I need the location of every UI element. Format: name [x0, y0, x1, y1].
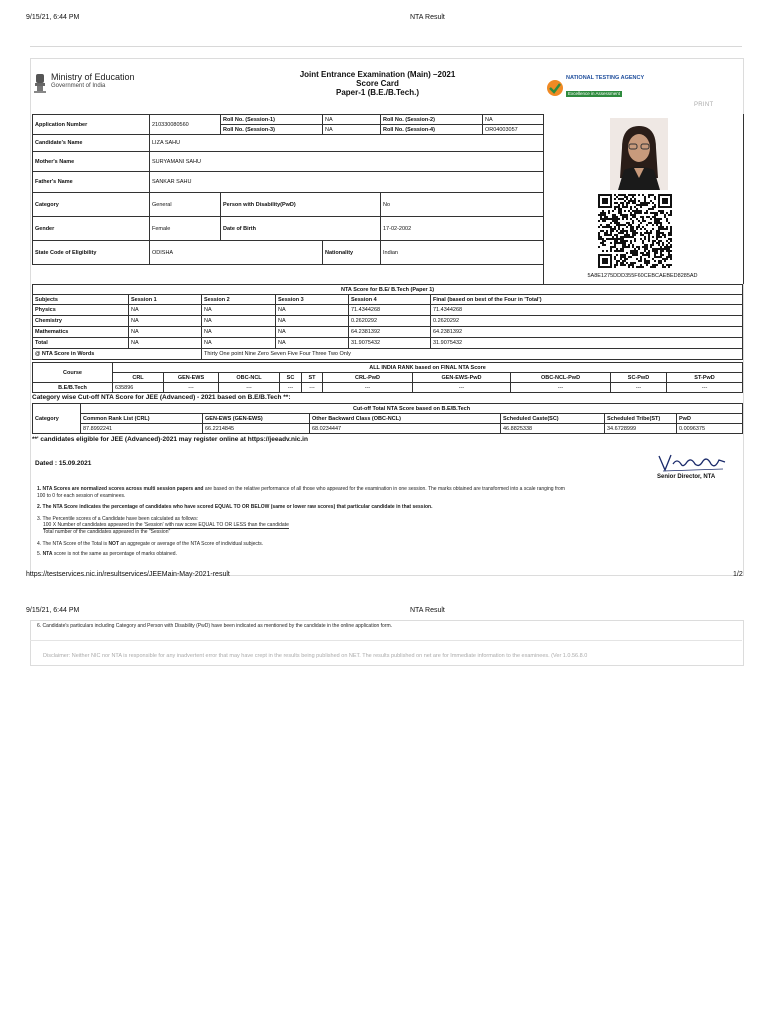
score-cell: 64.2381392: [431, 327, 743, 338]
cutoff-header: Common Rank List (CRL): [81, 414, 203, 424]
subject-cell: Chemistry: [33, 316, 129, 327]
cutoff-header: Scheduled Caste(SC): [501, 414, 605, 424]
score-table-title: NTA Score for B.E/ B.Tech (Paper 1): [33, 285, 743, 295]
rank-cell: ---: [280, 383, 302, 393]
candidate-photo: [610, 118, 668, 190]
cutoff-heading: Category wise Cut-off NTA Score for JEE (Advanced) - 2021 based on B.E/B.Tech **:: [32, 394, 291, 401]
rank-header: SC: [280, 373, 302, 383]
score-cell: 31.9075432: [431, 338, 743, 349]
score-words: Thirty One point Nine Zero Seven Five Four Three Two Only: [202, 349, 743, 360]
table-row: [33, 338, 743, 349]
table-row: [33, 327, 743, 338]
roll1: NA: [323, 115, 381, 125]
score-cell: NA: [129, 305, 202, 316]
score-cell: 0.2620292: [431, 316, 743, 327]
print-title: NTA Result: [410, 14, 445, 21]
note-1: [37, 486, 727, 500]
note-2: [37, 504, 727, 511]
roll2: NA: [483, 115, 544, 125]
label-gender: Gender: [33, 217, 150, 241]
cutoff-cell: 34.6728999: [605, 424, 677, 434]
card-title: [270, 70, 485, 97]
title-line-2: Score Card: [356, 79, 399, 88]
rank-cell: ---: [511, 383, 611, 393]
score-cell: 0.2620292: [349, 316, 431, 327]
subject-cell: Total: [33, 338, 129, 349]
note-3-formula: [43, 522, 289, 535]
label-pwd: Person with Disability(PwD): [221, 193, 381, 217]
subject-cell: Physics: [33, 305, 129, 316]
label-nationality: Nationality: [323, 241, 381, 265]
score-cell: 31.9075432: [349, 338, 431, 349]
emblem-icon: [33, 72, 47, 94]
label-mother-name: Mother's Name: [33, 152, 150, 172]
qr-code: [598, 194, 672, 268]
score-header: Session 3: [276, 295, 349, 305]
label-roll2: Roll No. (Session-2): [381, 115, 483, 125]
score-cell: NA: [202, 305, 276, 316]
rank-header: CRL-PwD: [323, 373, 413, 383]
score-cell: NA: [276, 305, 349, 316]
mother-name: SURYAMANI SAHU: [150, 152, 544, 172]
signature: [657, 452, 727, 474]
score-cell: NA: [276, 316, 349, 327]
roll4: OR04003057: [483, 125, 544, 135]
dob: 17-02-2002: [381, 217, 544, 241]
title-line-3: Paper-1 (B.E./B.Tech.): [336, 88, 419, 97]
note-4: [37, 541, 727, 548]
father-name: SANKAR SAHU: [150, 172, 544, 193]
rank-cell: 635896: [113, 383, 164, 393]
rank-header: OBC-NCL: [219, 373, 280, 383]
note-1-text: are based on the relative performance of all those who appeared for the examination in one session. The marks obtained are transformed into a scale ranging from: [203, 486, 565, 492]
rank-cell: ---: [164, 383, 219, 393]
course-name: B.E/B.Tech: [33, 383, 113, 393]
print-title-page2: NTA Result: [410, 607, 445, 614]
print-datetime: 9/15/21, 6:44 PM: [26, 14, 80, 21]
table-row: [33, 383, 743, 393]
print-datetime-page2: 9/15/21, 6:44 PM: [26, 607, 80, 614]
score-cell: 64.2381392: [349, 327, 431, 338]
score-cell: NA: [202, 338, 276, 349]
qr-code-text: 5A8E1275DDD355F60CEBCAEBED8285AD: [587, 273, 698, 279]
label-roll1: Roll No. (Session-1): [221, 115, 323, 125]
category: General: [150, 193, 221, 217]
cutoff-cell: 87.8992241: [81, 424, 203, 434]
candidate-details-table: [32, 114, 544, 265]
signatory: Senior Director, NTA: [657, 474, 716, 480]
score-header: Session 4: [349, 295, 431, 305]
rank-header: OBC-NCL-PwD: [511, 373, 611, 383]
note-4-bold: NOT: [108, 541, 119, 547]
score-cell: NA: [202, 316, 276, 327]
subject-cell: Mathematics: [33, 327, 129, 338]
rank-title: ALL INDIA RANK based on FINAL NTA Score: [113, 363, 743, 373]
rank-table: [32, 362, 743, 393]
ministry-name: Ministry of Education: [51, 72, 135, 82]
rank-cell: ---: [611, 383, 667, 393]
label-roll4: Roll No. (Session-4): [381, 125, 483, 135]
note-1-line2: 100 to 0 for each session of examinees.: [37, 493, 126, 499]
nta-tagline: Excellence in Assessment: [568, 91, 621, 96]
cutoff-cell: 46.8825338: [501, 424, 605, 434]
print-link[interactable]: PRINT: [694, 102, 714, 108]
page-url[interactable]: https://testservices.nic.in/resultservices/JEEMain-May-2021-result: [26, 571, 230, 578]
label-roll3: Roll No. (Session-3): [221, 125, 323, 135]
note-4-text-c: an aggregate or average of the NTA Score of individual subjects.: [119, 541, 264, 547]
label-state: State Code of Eligibility: [33, 241, 150, 265]
note-1-bold: 1. NTA Scores are normalized scores across multi session papers and: [37, 486, 204, 492]
note-5: [37, 551, 727, 558]
rank-header: CRL: [113, 373, 164, 383]
note-5-bold: NTA: [42, 551, 53, 557]
cutoff-category-label: Category: [33, 404, 81, 434]
cutoff-header: Other Backward Class (OBC-NCL): [310, 414, 501, 424]
dated: Dated : 15.09.2021: [35, 460, 92, 467]
roll3: NA: [323, 125, 381, 135]
divider: [30, 640, 742, 641]
label-application-number: Application Number: [33, 115, 150, 135]
label-dob: Date of Birth: [221, 217, 381, 241]
rank-header: GEN-EWS: [164, 373, 219, 383]
score-header: Session 2: [202, 295, 276, 305]
note-6: 6. Candidate's particulars including Category and Person with Disability (PwD) have been indicated as mentioned by the candidate in the online application form.: [37, 623, 393, 629]
note-5-text-a: 5.: [37, 551, 43, 557]
nta-check-icon: [546, 79, 564, 97]
nationality: Indian: [381, 241, 544, 265]
rank-cell: ---: [323, 383, 413, 393]
cutoff-cell: 0.0096375: [677, 424, 743, 434]
gender: Female: [150, 217, 221, 241]
table-row: [33, 424, 743, 434]
rank-header: ST-PwD: [667, 373, 743, 383]
label-category: Category: [33, 193, 150, 217]
cutoff-header: GEN-EWS (GEN-EWS): [203, 414, 310, 424]
rank-header: SC-PwD: [611, 373, 667, 383]
formula-numerator: 100 X Number of candidates appeared in the 'Session' with raw score EQUAL TO OR LESS than the candidate: [43, 522, 289, 528]
candidate-name: LIZA SAHU: [150, 135, 544, 152]
score-cell: 71.4344268: [349, 305, 431, 316]
rank-cell: ---: [413, 383, 511, 393]
table-row: [33, 305, 743, 316]
score-cell: 71.4344268: [431, 305, 743, 316]
course-label: Course: [33, 363, 113, 383]
ministry-logo: [33, 72, 135, 94]
cutoff-table: [32, 403, 743, 434]
score-cell: NA: [129, 338, 202, 349]
score-cell: NA: [129, 316, 202, 327]
cutoff-title: Cut-off Total NTA Score based on B.E/B.Tech: [81, 404, 743, 414]
score-cell: NA: [276, 338, 349, 349]
note-3-text: 3. The Percentile scores of a Candidate have been calculated as follows:: [37, 516, 199, 522]
cutoff-header: PwD: [677, 414, 743, 424]
score-cell: NA: [202, 327, 276, 338]
rank-cell: ---: [219, 383, 280, 393]
score-header: Session 1: [129, 295, 202, 305]
note-4-text-a: 4. The NTA Score of the Total is: [37, 541, 109, 547]
cutoff-cell: 66.2214845: [203, 424, 310, 434]
formula-denominator: Total number of the candidates appeared in the "Session": [43, 529, 171, 535]
label-father-name: Father's Name: [33, 172, 150, 193]
score-header: Subjects: [33, 295, 129, 305]
pwd: No: [381, 193, 544, 217]
nta-score-table: [32, 284, 743, 360]
cutoff-header: Scheduled Tribe(ST): [605, 414, 677, 424]
rank-header: GEN-EWS-PwD: [413, 373, 511, 383]
score-words-label: @ NTA Score in Words: [33, 349, 202, 360]
label-candidate-name: Candidate's Name: [33, 135, 150, 152]
rank-header: ST: [302, 373, 323, 383]
note-2-text: 2. The NTA Score indicates the percentage of candidates who have scored EQUAL TO OR BELOW (same or lower raw scores) that particular candidate in that session.: [37, 504, 433, 510]
rank-cell: ---: [302, 383, 323, 393]
cutoff-cell: 68.0234447: [310, 424, 501, 434]
score-cell: NA: [129, 327, 202, 338]
score-cell: NA: [276, 327, 349, 338]
title-line-1: Joint Entrance Examination (Main) –2021: [299, 70, 456, 79]
note-5-text-c: score is not the same as percentage of marks obtained.: [52, 551, 177, 557]
state: ODISHA: [150, 241, 323, 265]
divider: [30, 46, 742, 47]
application-number: 210330080560: [150, 115, 221, 135]
table-row: [33, 316, 743, 327]
disclaimer: Disclaimer: Neither NIC nor NTA is responsible for any inadvertent error that may have crept in the results being published on NET. The results published on net are for Immediate information to the examinees. (Ver 1.0.56.8.0: [43, 653, 588, 659]
page-number: 1/2: [733, 571, 743, 578]
ministry-sub: Government of India: [51, 83, 106, 89]
rank-cell: ---: [667, 383, 743, 393]
jee-adv-eligibility-note: **' candidates eligible for JEE (Advanced)-2021 may register online at https://jeeadv.nic.in: [32, 436, 308, 443]
score-header: Final (based on best of the Four in 'Total'): [431, 295, 743, 305]
nta-name: NATIONAL TESTING AGENCY: [566, 75, 645, 81]
nta-logo: [546, 75, 644, 100]
